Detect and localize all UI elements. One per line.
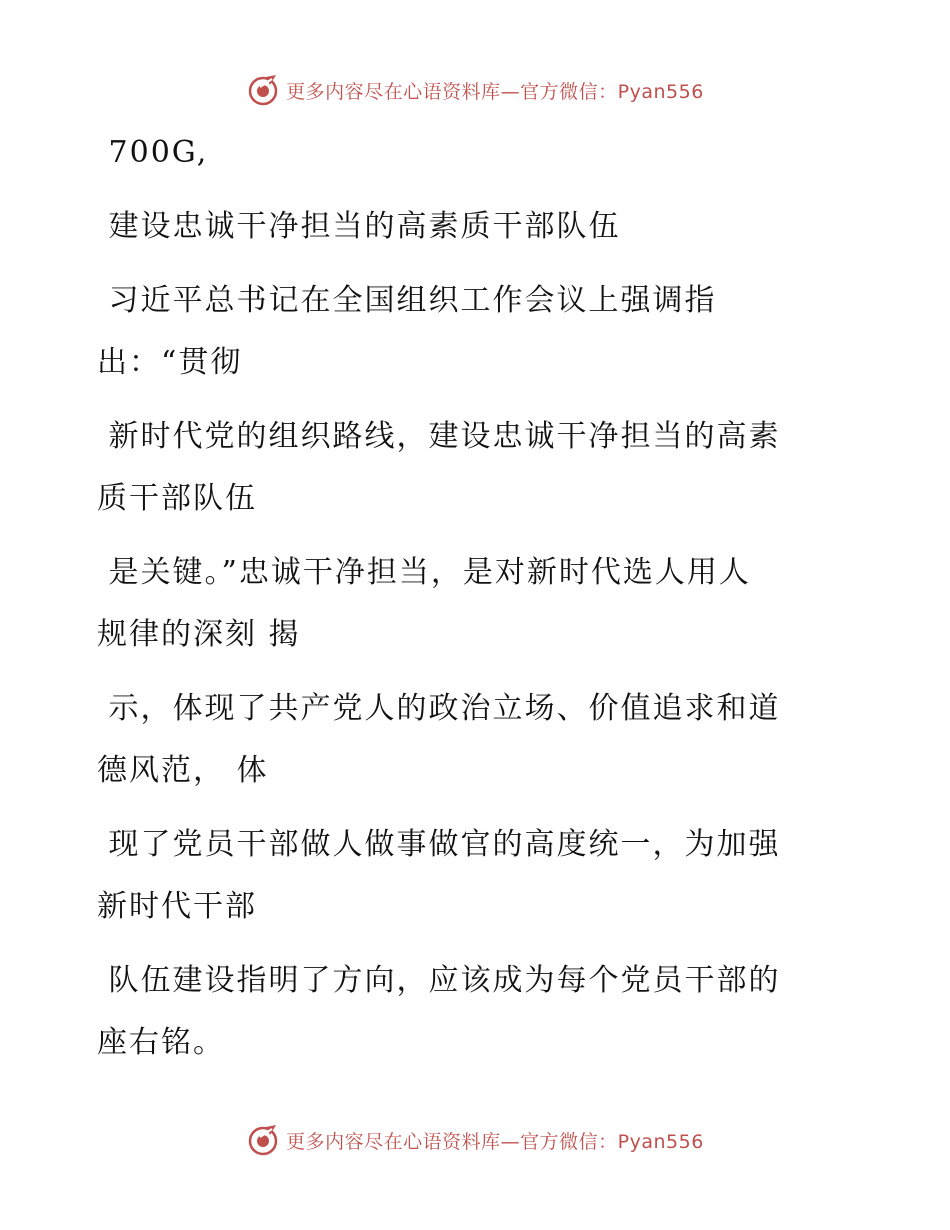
text-line: 新时代干部 [97, 889, 257, 924]
text-line: 出：“贯彻 [97, 345, 243, 380]
watermark-text: 更多内容尽在心语资料库—官方微信：Pyan556 [286, 80, 704, 103]
text-line: 队伍建设指明了方向，应该成为每个党员干部的 [97, 963, 781, 998]
footer-watermark [0, 1120, 950, 1160]
text-line: 示，体现了共产党人的政治立场、价值追求和道 [97, 691, 781, 726]
header-watermark [0, 70, 950, 110]
text-line: 新时代党的组织路线，建设忠诚干净担当的高素 [97, 419, 781, 454]
text-line: 质干部队伍 [97, 481, 257, 516]
pen-circle-logo-icon [246, 73, 280, 107]
text-line: 是关键。”忠诚干净担当，是对新时代选人用人 [97, 555, 751, 590]
text-line: 规律的深刻 揭 [97, 617, 301, 652]
text-line: 现了党员干部做人做事做官的高度统一，为加强 [97, 827, 781, 862]
text-line: 700G, [97, 135, 209, 170]
watermark-text: 更多内容尽在心语资料库—官方微信：Pyan556 [286, 1130, 704, 1153]
document-body [97, 122, 857, 1074]
text-line: 座右铭。 [97, 1025, 225, 1060]
pen-circle-logo-icon [246, 1123, 280, 1157]
text-line: 建设忠诚干净担当的高素质干部队伍 [97, 209, 621, 244]
text-line: 习近平总书记在全国组织工作会议上强调指 [97, 283, 717, 318]
text-line: 德风范， 体 [97, 753, 269, 788]
